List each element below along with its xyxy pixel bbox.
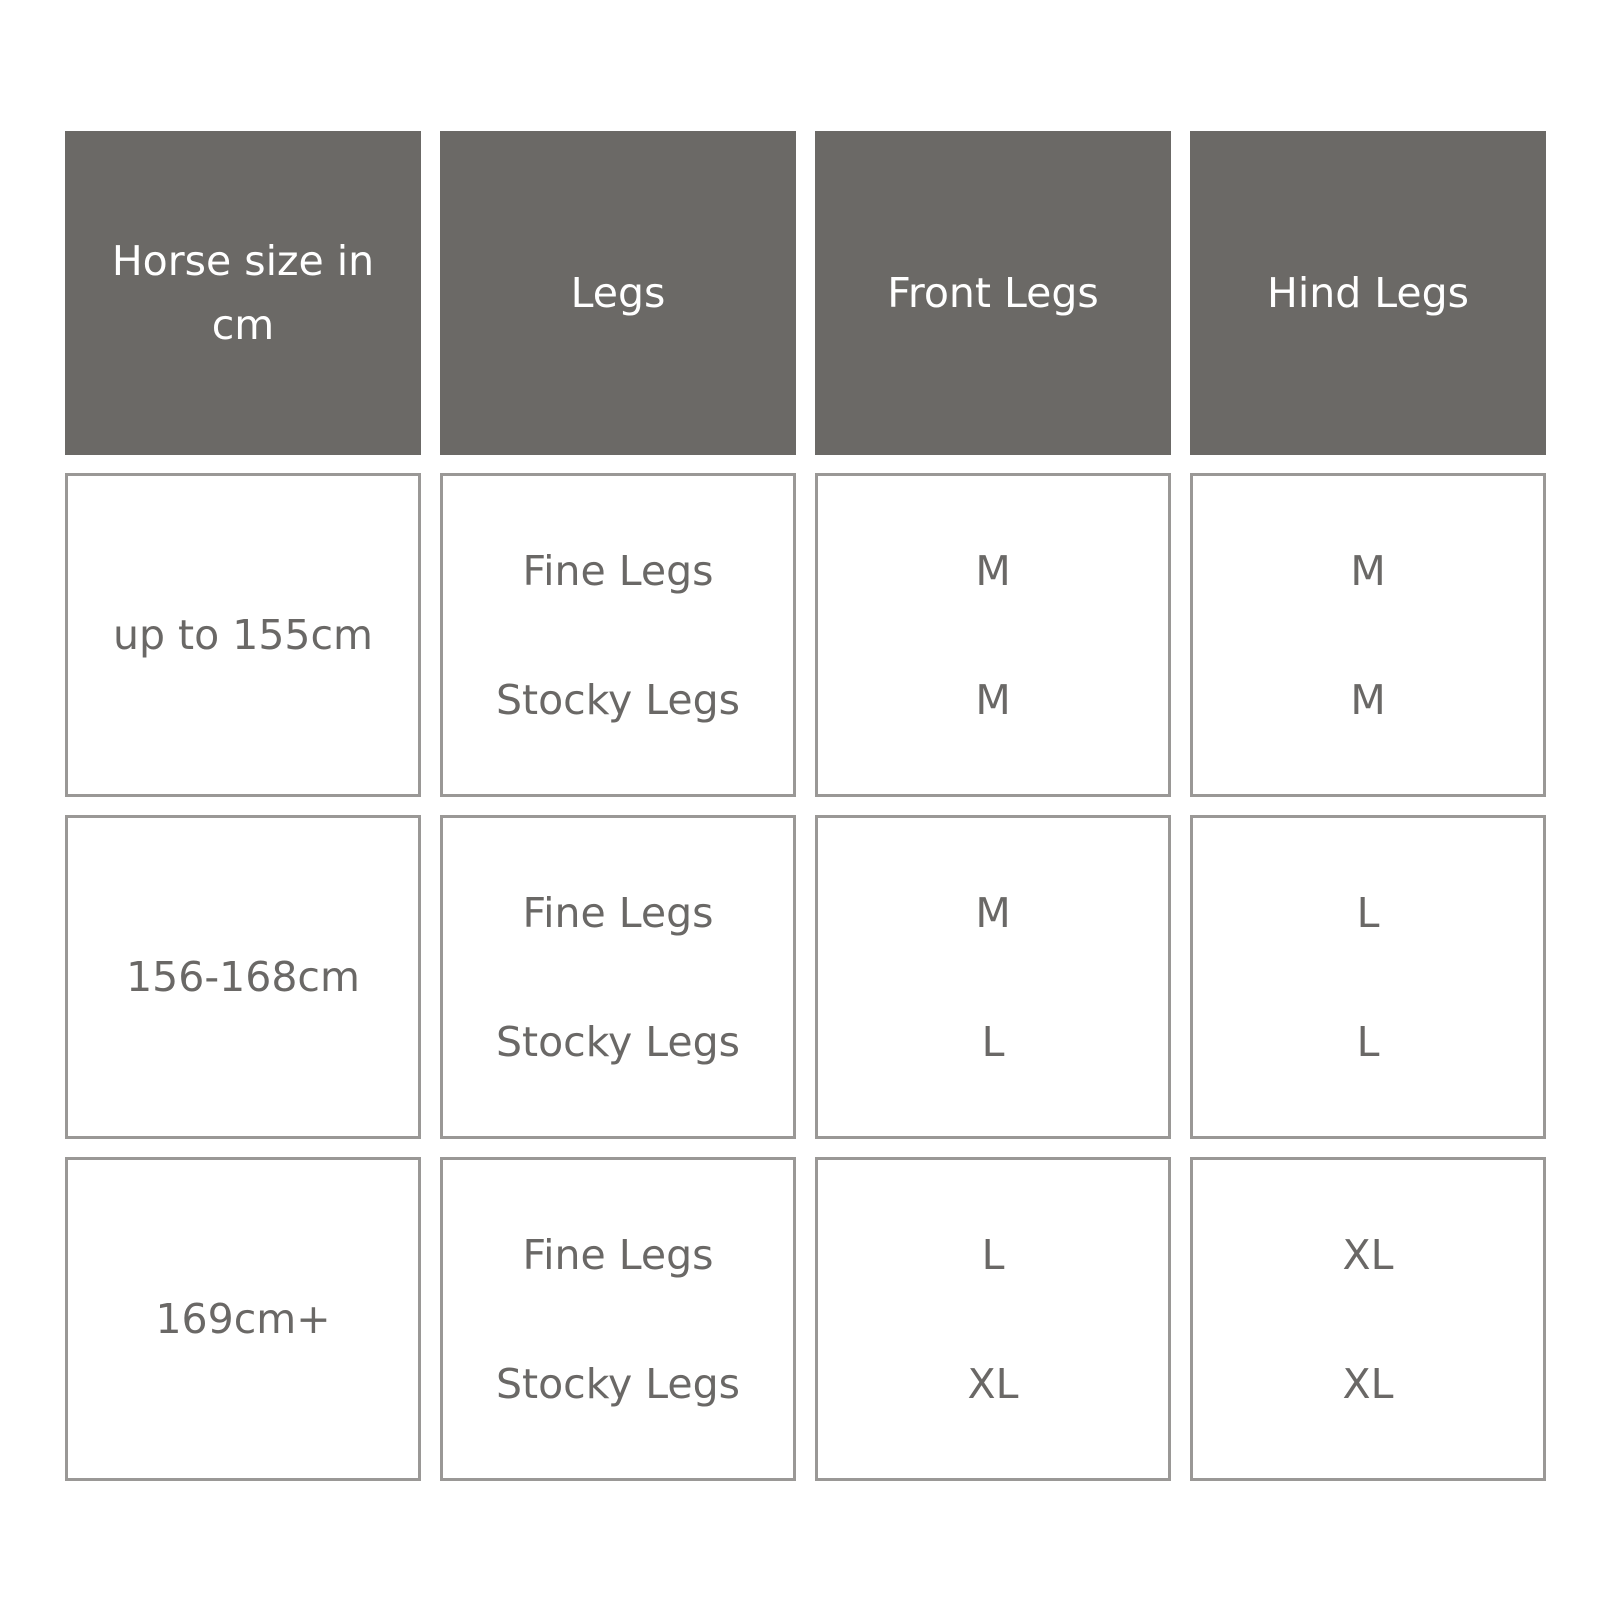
size-cell	[65, 473, 421, 797]
front-legs-cell	[815, 815, 1171, 1139]
leg-type: Stocky Legs	[495, 1359, 741, 1408]
hind-size: M	[1350, 546, 1386, 595]
size-value: up to 155cm	[113, 611, 373, 659]
leg-type: Stocky Legs	[495, 675, 741, 724]
front-legs-cell	[815, 473, 1171, 797]
hind-size: L	[1356, 888, 1380, 937]
leg-type: Fine Legs	[522, 546, 714, 595]
header-legs: Legs	[440, 131, 796, 455]
front-size: M	[975, 546, 1011, 595]
header-horse-size: Horse size in cm	[65, 131, 421, 455]
size-value: 169cm+	[155, 1295, 331, 1343]
front-size: XL	[967, 1359, 1019, 1408]
front-legs-cell	[815, 1157, 1171, 1481]
size-value: 156-168cm	[126, 953, 360, 1001]
hind-legs-cell	[1190, 473, 1546, 797]
hind-legs-cell	[1190, 815, 1546, 1139]
legs-cell	[440, 1157, 796, 1481]
front-size: M	[975, 675, 1011, 724]
size-cell	[65, 1157, 421, 1481]
header-hind-legs: Hind Legs	[1190, 131, 1546, 455]
front-size: M	[975, 888, 1011, 937]
hind-size: XL	[1342, 1230, 1394, 1279]
hind-size: XL	[1342, 1359, 1394, 1408]
front-size: L	[981, 1230, 1005, 1279]
size-cell	[65, 815, 421, 1139]
hind-size: L	[1356, 1017, 1380, 1066]
hind-size: M	[1350, 675, 1386, 724]
leg-type: Stocky Legs	[495, 1017, 741, 1066]
front-size: L	[981, 1017, 1005, 1066]
legs-cell	[440, 473, 796, 797]
size-chart-table	[65, 131, 1547, 1481]
leg-type: Fine Legs	[522, 888, 714, 937]
legs-cell	[440, 815, 796, 1139]
hind-legs-cell	[1190, 1157, 1546, 1481]
leg-type: Fine Legs	[522, 1230, 714, 1279]
header-front-legs: Front Legs	[815, 131, 1171, 455]
